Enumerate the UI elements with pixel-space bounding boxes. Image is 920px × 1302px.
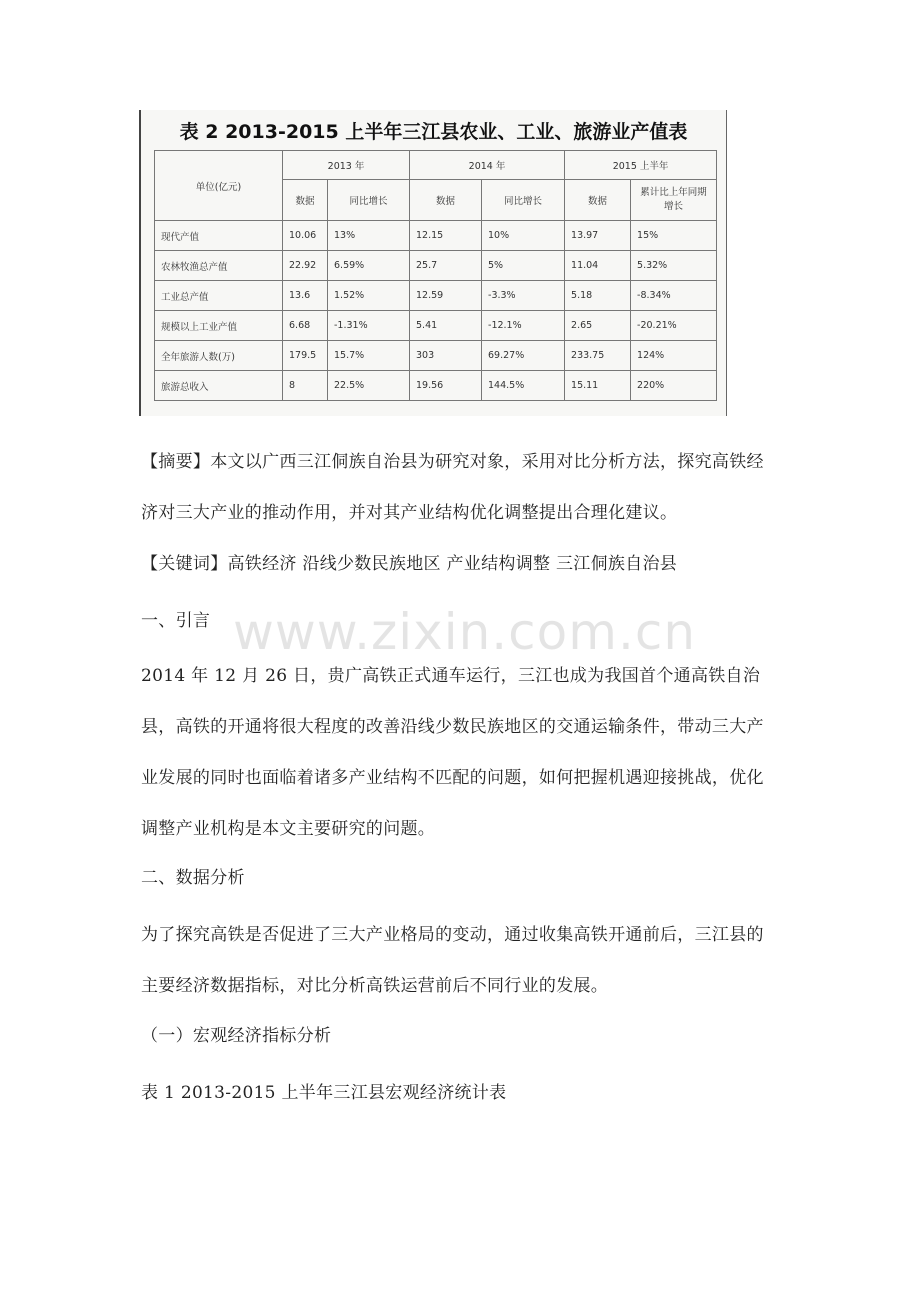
table-row (155, 341, 717, 371)
table-row (155, 221, 717, 251)
table-cell: 8 (283, 371, 328, 401)
table-cell: 11.04 (565, 251, 631, 281)
table1-caption: 表 1 2013-2015 上半年三江县宏观经济统计表 (141, 1083, 507, 1103)
table-cell: -12.1% (482, 311, 565, 341)
sub-header: 数据 (565, 180, 631, 221)
table-row (155, 281, 717, 311)
year-header: 2014 年 (410, 151, 565, 180)
unit-header: 单位(亿元) (155, 151, 283, 221)
year-header: 2013 年 (283, 151, 410, 180)
table-cell: 6.68 (283, 311, 328, 341)
section-heading-intro: 一、引言 (141, 611, 211, 631)
table-cell: 13% (328, 221, 410, 251)
section-heading-data: 二、数据分析 (141, 868, 245, 888)
row-label: 农林牧渔总产值 (155, 251, 283, 281)
sub-header: 同比增长 (328, 180, 410, 221)
table-cell: 22.92 (283, 251, 328, 281)
table-cell: -1.31% (328, 311, 410, 341)
table-cell: 144.5% (482, 371, 565, 401)
abstract-paragraph: 【摘要】本文以广西三江侗族自治县为研究对象，采用对比分析方法，探究高铁经济对三大产业的推动作用，并对其产业结构优化调整提出合理化建议。 (141, 452, 764, 523)
sub-header: 累计比上年同期增长 (631, 180, 717, 221)
table-cell: 69.27% (482, 341, 565, 371)
table-cell: 2.65 (565, 311, 631, 341)
table-cell: 233.75 (565, 341, 631, 371)
data-analysis-paragraph: 为了探究高铁是否促进了三大产业格局的变动，通过收集高铁开通前后，三江县的主要经济数据指标，对比分析高铁运营前后不同行业的发展。 (141, 925, 764, 996)
table-cell: 303 (410, 341, 482, 371)
table-caption: 表 2 2013-2015 上半年三江县农业、工业、旅游业产值表 (179, 121, 688, 143)
subsection-heading: （一）宏观经济指标分析 (141, 1026, 332, 1046)
table-cell: 5.18 (565, 281, 631, 311)
table-cell: 15.7% (328, 341, 410, 371)
table-cell: 10.06 (283, 221, 328, 251)
table-cell: 179.5 (283, 341, 328, 371)
table-cell: 1.52% (328, 281, 410, 311)
row-label: 现代产值 (155, 221, 283, 251)
keywords-paragraph: 【关键词】高铁经济 沿线少数民族地区 产业结构调整 三江侗族自治县 (141, 554, 678, 574)
table-cell: 13.97 (565, 221, 631, 251)
table-image (139, 110, 727, 416)
sub-header: 同比增长 (482, 180, 565, 221)
table-cell: 5.41 (410, 311, 482, 341)
table-row (155, 311, 717, 341)
table-cell: 19.56 (410, 371, 482, 401)
table-cell: -20.21% (631, 311, 717, 341)
year-header: 2015 上半年 (565, 151, 717, 180)
row-label: 规模以上工业产值 (155, 311, 283, 341)
output-value-table (154, 150, 717, 401)
table-cell: 5.32% (631, 251, 717, 281)
sub-header: 数据 (410, 180, 482, 221)
row-label: 工业总产值 (155, 281, 283, 311)
table-cell: -3.3% (482, 281, 565, 311)
table-row (155, 371, 717, 401)
row-label: 全年旅游人数(万) (155, 341, 283, 371)
table-cell: 6.59% (328, 251, 410, 281)
table-cell: -8.34% (631, 281, 717, 311)
sub-header: 数据 (283, 180, 328, 221)
table-row (155, 251, 717, 281)
intro-paragraph: 2014 年 12 月 26 日，贵广高铁正式通车运行，三江也成为我国首个通高铁自治县，高铁的开通将很大程度的改善沿线少数民族地区的交通运输条件，带动三大产业发展的同时也面临着诸多产业结构不匹配的问题，如何把握机遇迎接挑战，优化调整产业机构是本文主要研究的问题。 (141, 666, 764, 839)
table-cell: 220% (631, 371, 717, 401)
table-cell: 22.5% (328, 371, 410, 401)
table-cell: 15.11 (565, 371, 631, 401)
table-cell: 5% (482, 251, 565, 281)
table-cell: 13.6 (283, 281, 328, 311)
table-cell: 12.15 (410, 221, 482, 251)
table-cell: 12.59 (410, 281, 482, 311)
table-cell: 25.7 (410, 251, 482, 281)
table-cell: 15% (631, 221, 717, 251)
row-label: 旅游总收入 (155, 371, 283, 401)
table-cell: 10% (482, 221, 565, 251)
table-cell: 124% (631, 341, 717, 371)
watermark: www.zixin.com.cn (233, 603, 697, 661)
